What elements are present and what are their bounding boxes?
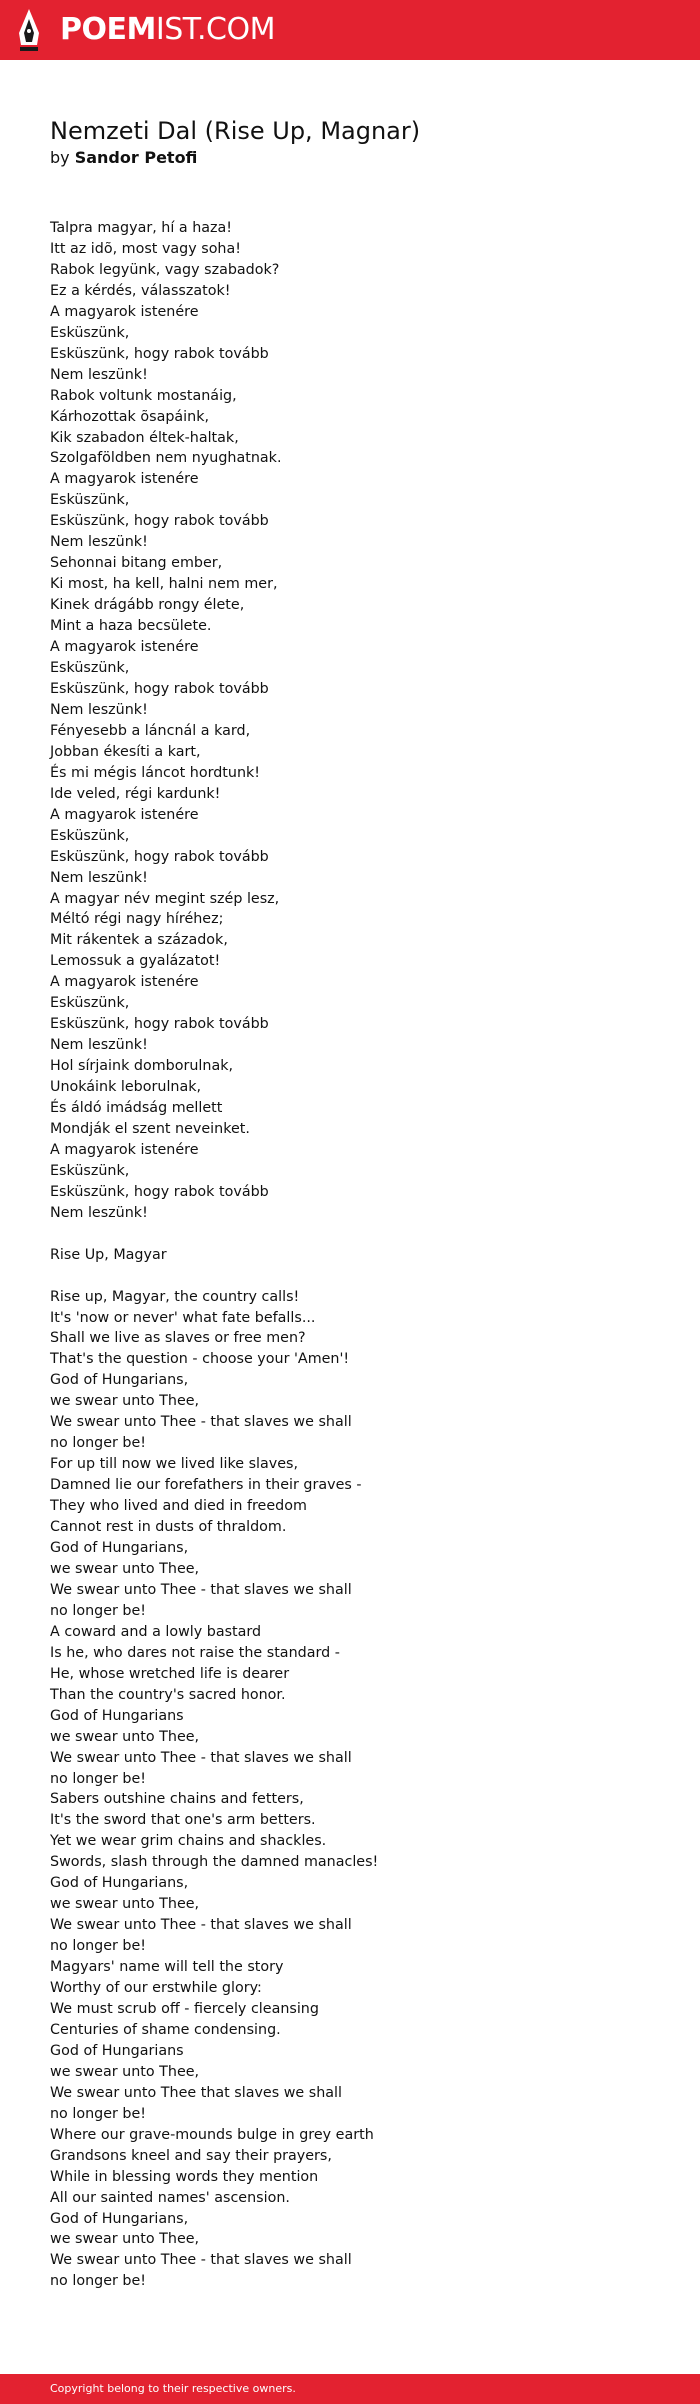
poem-line: Worthy of our erstwhile glory:	[50, 1980, 262, 1997]
poem-line: we swear unto Thee,	[50, 1728, 200, 1745]
poem-line: Grandsons kneel and say their prayers,	[50, 2147, 332, 2164]
poem-line: we swear unto Thee,	[50, 2063, 200, 2080]
poem-line: we swear unto Thee,	[50, 1896, 200, 1913]
poem-line: God of Hungarians,	[50, 2210, 189, 2227]
poem-line: We swear unto Thee that slaves we shall	[50, 2084, 342, 2101]
brand-name-regular: IST.COM	[155, 12, 275, 47]
poem-line: God of Hungarians,	[50, 1372, 189, 1389]
poem-line: God of Hungarians	[50, 2042, 184, 2059]
poem-line: A magyarok istenére	[50, 303, 199, 320]
site-logo[interactable]	[60, 11, 275, 49]
by-label: by	[50, 148, 70, 167]
poem-line: Nem leszünk!	[50, 1037, 148, 1054]
poem-line: Esküszünk,	[50, 324, 130, 341]
poem-line: Hol sírjaink domborulnak,	[50, 1058, 234, 1075]
poem-line: A magyar név megint szép lesz,	[50, 890, 280, 907]
poem-line: Nem leszünk!	[50, 869, 148, 886]
poem-line: We swear unto Thee - that slaves we shall	[50, 1581, 352, 1598]
poem-line: God of Hungarians,	[50, 1540, 189, 1557]
poem-line: Esküszünk, hogy rabok tovább	[50, 848, 269, 865]
poem-line: A magyarok istenére	[50, 471, 199, 488]
poem-line: He, whose wretched life is dearer	[50, 1665, 290, 1682]
poem-line: Nem leszünk!	[50, 366, 148, 383]
poem-line: És mi mégis láncot hordtunk!	[50, 764, 261, 781]
poem-line: Ez a kérdés, válasszatok!	[50, 282, 231, 299]
poem-line: Szolgaföldben nem nyughatnak.	[50, 450, 282, 467]
poem-line: Esküszünk,	[50, 660, 130, 677]
byline	[50, 147, 650, 169]
poem-line: Kárhozottak õsapáink,	[50, 408, 210, 425]
poem-line: Rabok voltunk mostanáig,	[50, 387, 237, 404]
poem-line: We swear unto Thee - that slaves we shall	[50, 1749, 352, 1766]
poem-line: Ki most, ha kell, halni nem mer,	[50, 576, 278, 593]
poem-line: Lemossuk a gyalázatot!	[50, 953, 221, 970]
poem-line: no longer be!	[50, 1938, 147, 1955]
author-name: Sandor Petofi	[74, 148, 198, 167]
poem-line: Esküszünk, hogy rabok tovább	[50, 1016, 269, 1033]
poem-line: We must scrub off - fiercely cleansing	[50, 2000, 319, 2017]
poem-line: A magyarok istenére	[50, 1141, 199, 1158]
poem-line: God of Hungarians,	[50, 1875, 189, 1892]
poem-line: A magyarok istenére	[50, 639, 199, 656]
poem-line: És áldó imádság mellett	[50, 1100, 223, 1117]
poem-line: Swords, slash through the damned manacles!	[50, 1854, 379, 1871]
poem-text	[50, 218, 650, 2292]
poem-line: Mit rákentek a századok,	[50, 932, 228, 949]
poem-line: we swear unto Thee,	[50, 2231, 200, 2248]
poem-line: While in blessing words they mention	[50, 2168, 319, 2185]
poem-line: no longer be!	[50, 1435, 147, 1452]
poem-line: Shall we live as slaves or free men?	[50, 1330, 306, 1347]
copyright-notice: Copyright belong to their respective owners.	[50, 2382, 296, 2395]
poem-line: Kinek drágább rongy élete,	[50, 597, 245, 614]
poem-line: It's 'now or never' what fate befalls...	[50, 1309, 316, 1326]
poem-line: Esküszünk,	[50, 995, 130, 1012]
poem-line: Yet we wear grim chains and shackles.	[50, 1833, 327, 1850]
poem-line: Magyars' name will tell the story	[50, 1959, 284, 1976]
poem-line: Fényesebb a láncnál a kard,	[50, 722, 251, 739]
pen-nib-icon[interactable]	[17, 9, 41, 51]
poem-line: God of Hungarians	[50, 1707, 184, 1724]
poem-line: Unokáink leborulnak,	[50, 1079, 202, 1096]
stanza-break	[50, 1224, 650, 1245]
poem-line: Where our grave-mounds bulge in grey earth	[50, 2126, 374, 2143]
poem-line: no longer be!	[50, 1602, 147, 1619]
poem-line: Mint a haza becsülete.	[50, 618, 212, 635]
poem-line: A magyarok istenére	[50, 806, 199, 823]
poem-line: Damned lie our forefathers in their graves -	[50, 1477, 362, 1494]
poem-line: Than the country's sacred honor.	[50, 1686, 286, 1703]
poem-line: we swear unto Thee,	[50, 1560, 200, 1577]
poem-line: Esküszünk, hogy rabok tovább	[50, 345, 269, 362]
poem-line: Ide veled, régi kardunk!	[50, 785, 221, 802]
poem-line: Esküszünk,	[50, 827, 130, 844]
poem-line: Esküszünk, hogy rabok tovább	[50, 1183, 269, 1200]
poem-line: All our sainted names' ascension.	[50, 2189, 290, 2206]
poem-line: Mondják el szent neveinket.	[50, 1120, 250, 1137]
site-footer	[0, 2374, 700, 2404]
poem-line: That's the question - choose your 'Amen'!	[50, 1351, 350, 1368]
poem-line: Nem leszünk!	[50, 1204, 148, 1221]
poem-line: Rise Up, Magyar	[50, 1246, 167, 1263]
poem-line: Itt az idõ, most vagy soha!	[50, 240, 241, 257]
poem-line: Esküszünk, hogy rabok tovább	[50, 513, 269, 530]
poem-line: A coward and a lowly bastard	[50, 1623, 262, 1640]
poem-line: They who lived and died in freedom	[50, 1498, 307, 1515]
poem-line: Talpra magyar, hí a haza!	[50, 220, 233, 236]
poem-line: It's the sword that one's arm betters.	[50, 1812, 316, 1829]
poem-line: For up till now we lived like slaves,	[50, 1456, 299, 1473]
poem-line: Jobban ékesíti a kart,	[50, 743, 201, 760]
poem-line: Rabok legyünk, vagy szabadok?	[50, 261, 280, 278]
poem-line: no longer be!	[50, 1770, 147, 1787]
poem-line: Cannot rest in dusts of thraldom.	[50, 1519, 287, 1536]
site-header	[0, 0, 700, 60]
poem-line: Sabers outshine chains and fetters,	[50, 1791, 304, 1808]
poem-line: Kik szabadon éltek-haltak,	[50, 429, 239, 446]
poem-line: Is he, who dares not raise the standard -	[50, 1644, 340, 1661]
poem-line: Rise up, Magyar, the country calls!	[50, 1288, 300, 1305]
poem-line: we swear unto Thee,	[50, 1393, 200, 1410]
poem-line: Esküszünk,	[50, 492, 130, 509]
poem-line: Centuries of shame condensing.	[50, 2021, 281, 2038]
poem-line: Méltó régi nagy híréhez;	[50, 911, 224, 928]
poem-line: We swear unto Thee - that slaves we shall	[50, 2252, 352, 2269]
poem-line: Sehonnai bitang ember,	[50, 555, 223, 572]
poem-line: no longer be!	[50, 2273, 147, 2290]
poem-title: Nemzeti Dal (Rise Up, Magnar)	[50, 117, 421, 145]
poem-line: Nem leszünk!	[50, 701, 148, 718]
poem-line: We swear unto Thee - that slaves we shall	[50, 1414, 352, 1431]
poem-line: Esküszünk,	[50, 1162, 130, 1179]
poem-line: Nem leszünk!	[50, 534, 148, 551]
poem-line: We swear unto Thee - that slaves we shall	[50, 1917, 352, 1934]
stanza-break	[50, 1266, 650, 1287]
poem-line: Esküszünk, hogy rabok tovább	[50, 680, 269, 697]
brand-name-bold: POEM	[60, 12, 156, 47]
poem-heading	[50, 116, 650, 169]
poem-line: no longer be!	[50, 2105, 147, 2122]
poem-line: A magyarok istenére	[50, 974, 199, 991]
